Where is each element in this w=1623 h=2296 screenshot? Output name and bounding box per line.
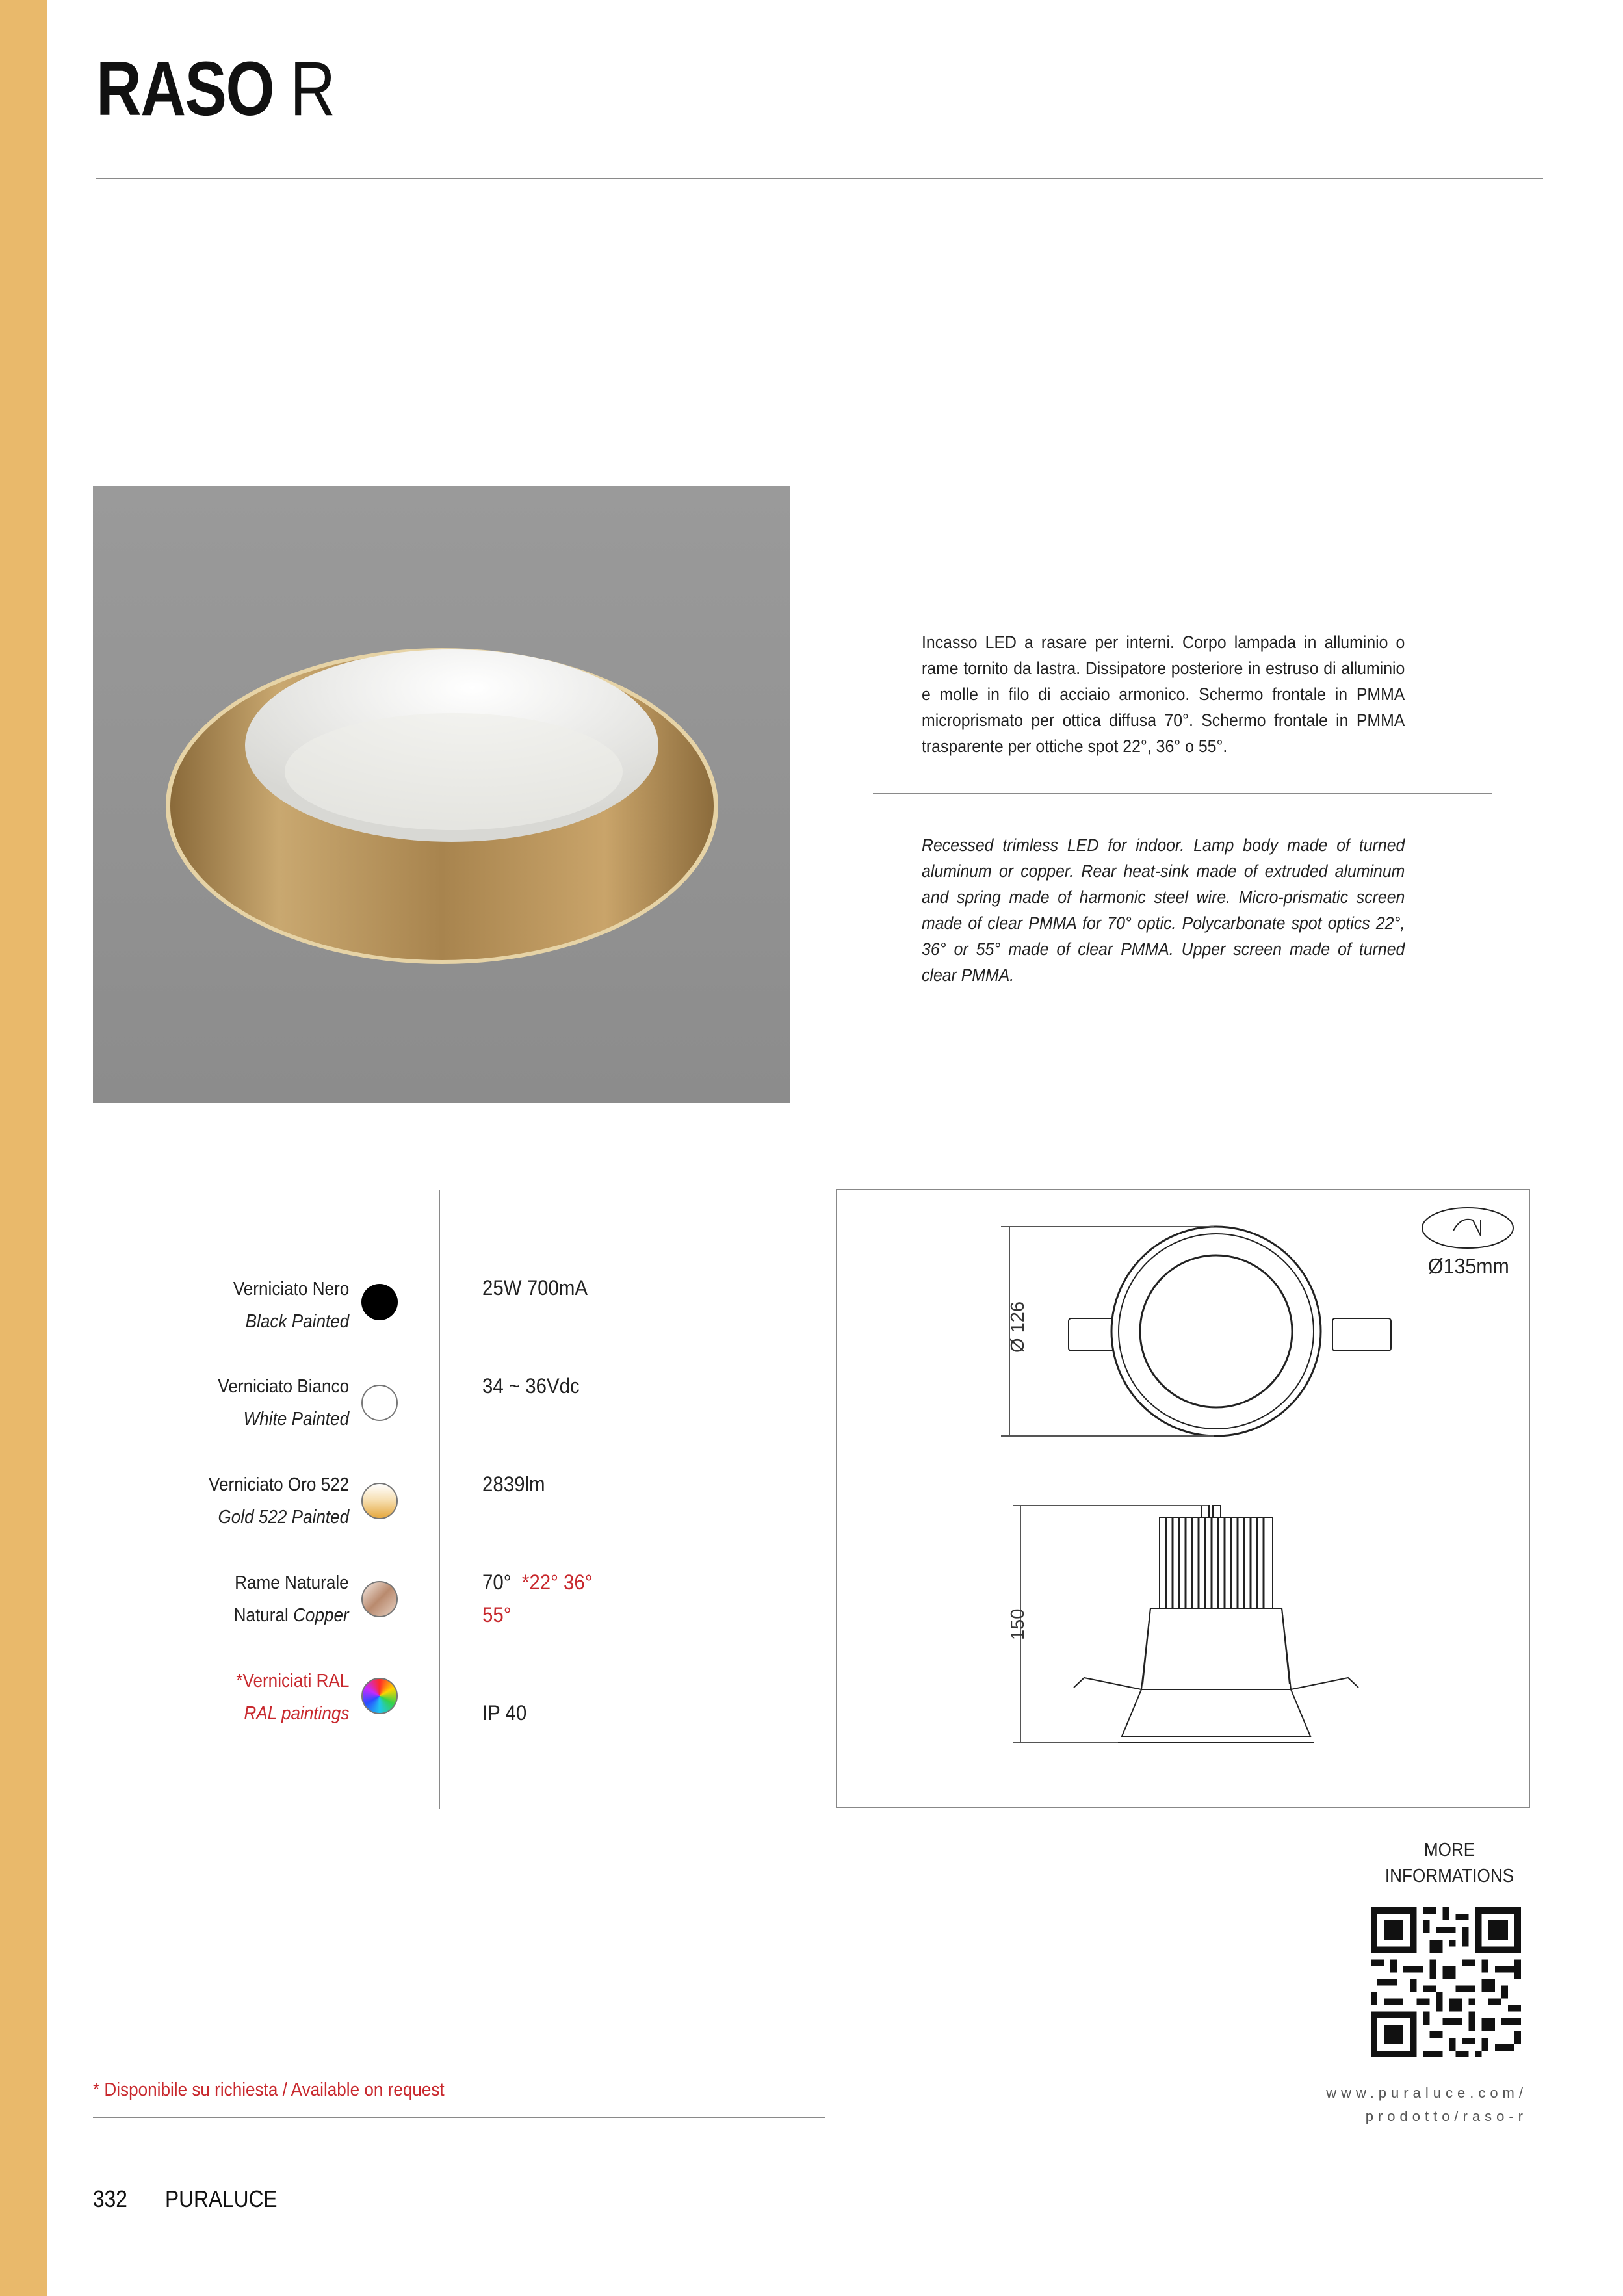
finish-white-en: White Painted bbox=[243, 1409, 349, 1429]
spec-optic-spot: *22° 36° bbox=[521, 1571, 593, 1594]
cutout-size: Ø135mm bbox=[1428, 1254, 1509, 1278]
header-divider bbox=[96, 178, 1543, 179]
finish-white-it: Verniciato Bianco bbox=[218, 1376, 349, 1397]
brand-name: PURALUCE bbox=[164, 2185, 278, 2212]
product-title-light: R bbox=[290, 46, 335, 132]
gold-swatch-icon bbox=[361, 1483, 398, 1519]
spec-power: 25W 700mA bbox=[482, 1276, 588, 1299]
ral-swatch-icon bbox=[361, 1678, 398, 1714]
finish-white bbox=[218, 1370, 349, 1435]
spec-optic-standard: 70° bbox=[482, 1571, 512, 1594]
finish-black-it: Verniciato Nero bbox=[233, 1279, 349, 1299]
ceiling-cutout-icon bbox=[1422, 1208, 1513, 1248]
finish-ral bbox=[236, 1665, 349, 1730]
finish-gold-en: Gold 522 Painted bbox=[218, 1507, 349, 1528]
description-divider bbox=[873, 793, 1492, 794]
description-english: Recessed trimless LED for indoor. Lamp body made of turned aluminum or copper. Rear heat-sink made of extruded aluminum and spring made of harmonic steel wire. Micro-prismatic screen made of clear PMMA for 70° optic. Polycarbonate spot optics 22°, 36° or 55° made of clear PMMA. Upper screen made of turned clear PMMA. bbox=[922, 835, 1405, 985]
product-title bbox=[96, 46, 335, 132]
black-swatch-icon bbox=[361, 1284, 398, 1320]
spec-ip: IP 40 bbox=[482, 1701, 527, 1725]
height-label: 150 bbox=[1007, 1608, 1028, 1640]
more-info-line2: INFORMATIONS bbox=[1384, 1866, 1514, 1886]
spec-optics bbox=[482, 1566, 593, 1631]
finish-ral-it: *Verniciati RAL bbox=[235, 1671, 349, 1691]
note-divider bbox=[93, 2117, 825, 2118]
finish-copper-en-prefix: Natural bbox=[233, 1605, 289, 1626]
top-view bbox=[1069, 1227, 1391, 1436]
page-number: 332 bbox=[93, 2185, 127, 2212]
technical-drawing bbox=[836, 1189, 1530, 1808]
copper-swatch-icon bbox=[361, 1581, 398, 1617]
availability-note: * Disponibile su richiesta / Available on request bbox=[93, 2080, 445, 2100]
finish-copper bbox=[234, 1567, 349, 1632]
page-footer bbox=[93, 2185, 277, 2213]
finish-gold-it: Verniciato Oro 522 bbox=[208, 1474, 349, 1495]
specs-divider bbox=[439, 1190, 440, 1809]
finish-black bbox=[233, 1273, 349, 1338]
finish-copper-it: Rame Naturale bbox=[235, 1572, 349, 1593]
white-swatch-icon bbox=[361, 1385, 398, 1421]
qr-code[interactable] bbox=[1364, 1901, 1527, 2064]
spec-voltage: 34 ~ 36Vdc bbox=[482, 1374, 580, 1398]
finish-black-en: Black Painted bbox=[245, 1311, 349, 1332]
finish-gold bbox=[209, 1468, 349, 1533]
product-photo bbox=[93, 486, 790, 1103]
finish-ral-en: RAL paintings bbox=[243, 1703, 349, 1724]
side-view bbox=[1074, 1506, 1358, 1743]
diameter-label: Ø 126 bbox=[1007, 1301, 1028, 1353]
more-info-line1: MORE bbox=[1423, 1840, 1475, 1860]
accent-sidebar bbox=[0, 0, 47, 2296]
product-url-line2[interactable]: prodotto/raso-r bbox=[1365, 2108, 1527, 2124]
spec-optic-spot-2: 55° bbox=[482, 1603, 512, 1626]
description-italian: Incasso LED a rasare per interni. Corpo lampada in alluminio o rame tornito da lastra. Dissipatore posteriore in estruso di alluminio e molle in filo di acciaio armonico. Schermo frontale in PMMA microprismato per ottica diffusa 70°. Schermo frontale in PMMA trasparente per ottiche spot 22°, 36° o 55°. bbox=[922, 633, 1405, 756]
finish-copper-en: Copper bbox=[293, 1605, 349, 1626]
spec-lumen: 2839lm bbox=[482, 1472, 545, 1496]
product-url[interactable] bbox=[1326, 2081, 1527, 2128]
more-info-label bbox=[1362, 1837, 1537, 1889]
product-url-line1[interactable]: www.puraluce.com/ bbox=[1326, 2085, 1527, 2101]
product-title-bold: RASO bbox=[96, 46, 274, 132]
